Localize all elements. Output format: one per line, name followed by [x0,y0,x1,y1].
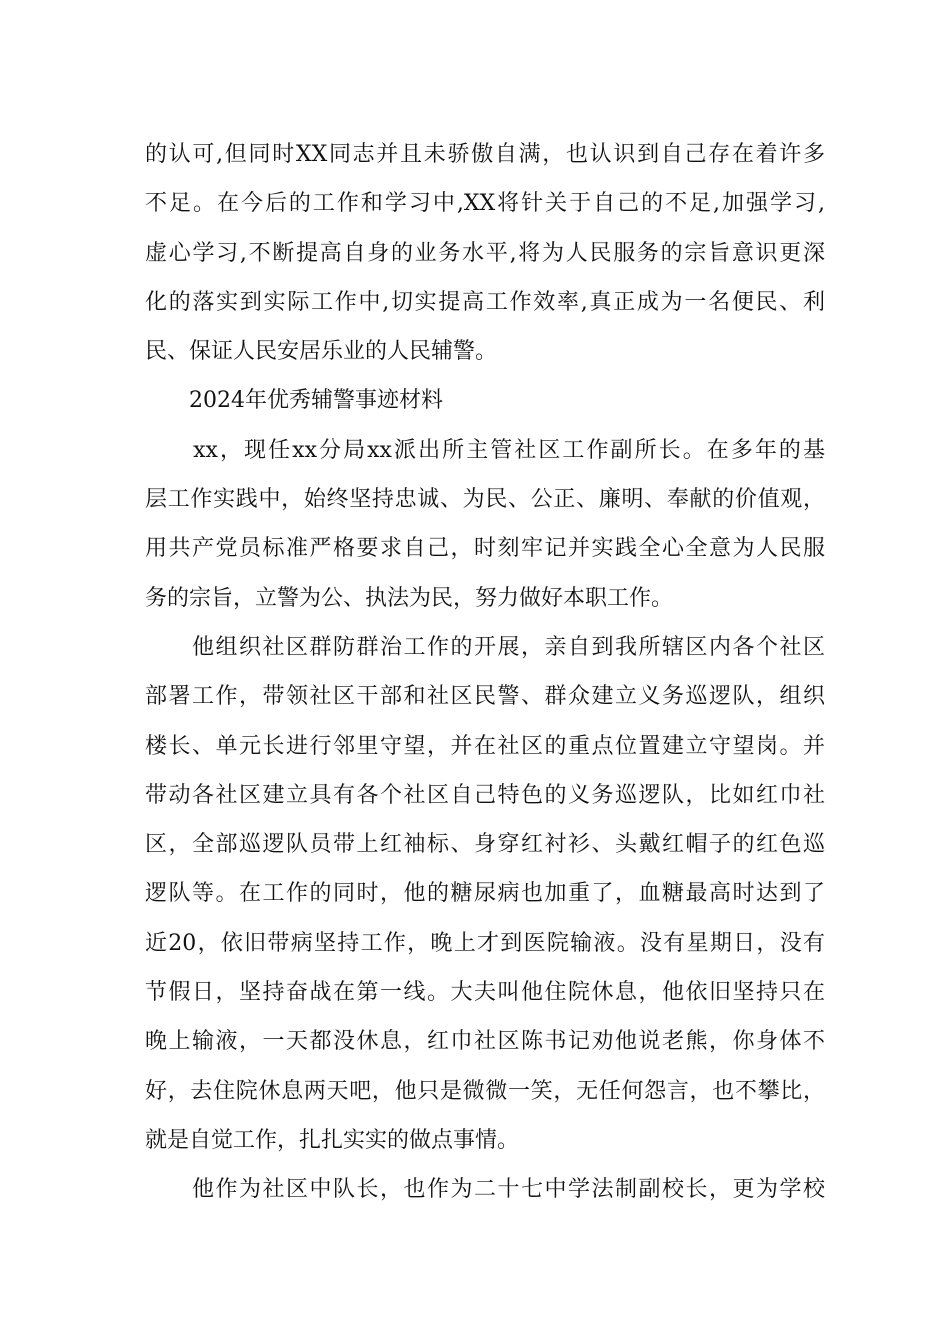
text-line: 楼长、单元长进行邻里守望，并在社区的重点位置建立守望岗。并 [145,733,825,759]
text-line: 他组织社区群防群治工作的开展，亲自到我所辖区内各个社区 [145,634,825,660]
text-line: 不足。在今后的工作和学习中,XX将针关于自己的不足,加强学习, [145,191,825,217]
paragraph-community-work [145,623,825,1165]
heading-text: 2024年优秀辅警事迹材料 [145,388,443,414]
text-line: 的认可,但同时XX同志并且未骄傲自满，也认识到自己存在着许多 [145,142,825,167]
text-line: 虚心学习,不断提高自身的业务水平,将为人民服务的宗旨意识更深 [145,240,825,266]
text-line: 务的宗旨，立警为公、执法为民，努力做好本职工作。 [145,585,674,611]
text-line: 用共产党员标准严格要求自己，时刻牢记并实践全心全意为人民服 [145,536,825,562]
document-page [145,130,825,1215]
text-line: 民、保证人民安居乐业的人民辅警。 [145,339,498,365]
paragraph-intro [145,426,825,623]
text-line: 层工作实践中，始终坚持忠诚、为民、公正、廉明、奉献的价值观， [145,487,825,513]
text-line: 部署工作，带领社区干部和社区民警、群众建立义务巡逻队，组织 [145,684,825,710]
text-line: 近20，依旧带病坚持工作，晚上才到医院输液。没有星期日，没有 [145,930,825,956]
paragraph-school-role [145,1165,825,1214]
text-line: 晚上输液，一天都没休息，红巾社区陈书记劝他说老熊，你身体不 [145,1029,825,1055]
text-line: 就是自觉工作，扎扎实实的做点事情。 [145,1127,520,1153]
text-line: 他作为社区中队长，也作为二十七中学法制副校长，更为学校 [145,1177,825,1203]
text-line: 带动各社区建立具有各个社区自己特色的义务巡逻队，比如红巾社 [145,782,825,808]
text-line: 区，全部巡逻队员带上红袖标、身穿红衬衫、头戴红帽子的红色巡 [145,832,825,858]
section-heading [145,376,825,425]
text-line: 逻队等。在工作的同时，他的糖尿病也加重了，血糖最高时达到了 [145,881,825,907]
text-line: 好，去住院休息两天吧，他只是微微一笑，无任何怨言，也不攀比， [145,1078,825,1104]
text-line: xx，现任xx分局xx派出所主管社区工作副所长。在多年的基 [145,437,825,463]
text-line: 化的落实到实际工作中,切实提高工作效率,真正成为一名便民、利 [145,289,825,315]
text-line: 节假日，坚持奋战在第一线。大夫叫他住院休息，他依旧坚持只在 [145,980,825,1006]
paragraph-closing [145,130,825,376]
